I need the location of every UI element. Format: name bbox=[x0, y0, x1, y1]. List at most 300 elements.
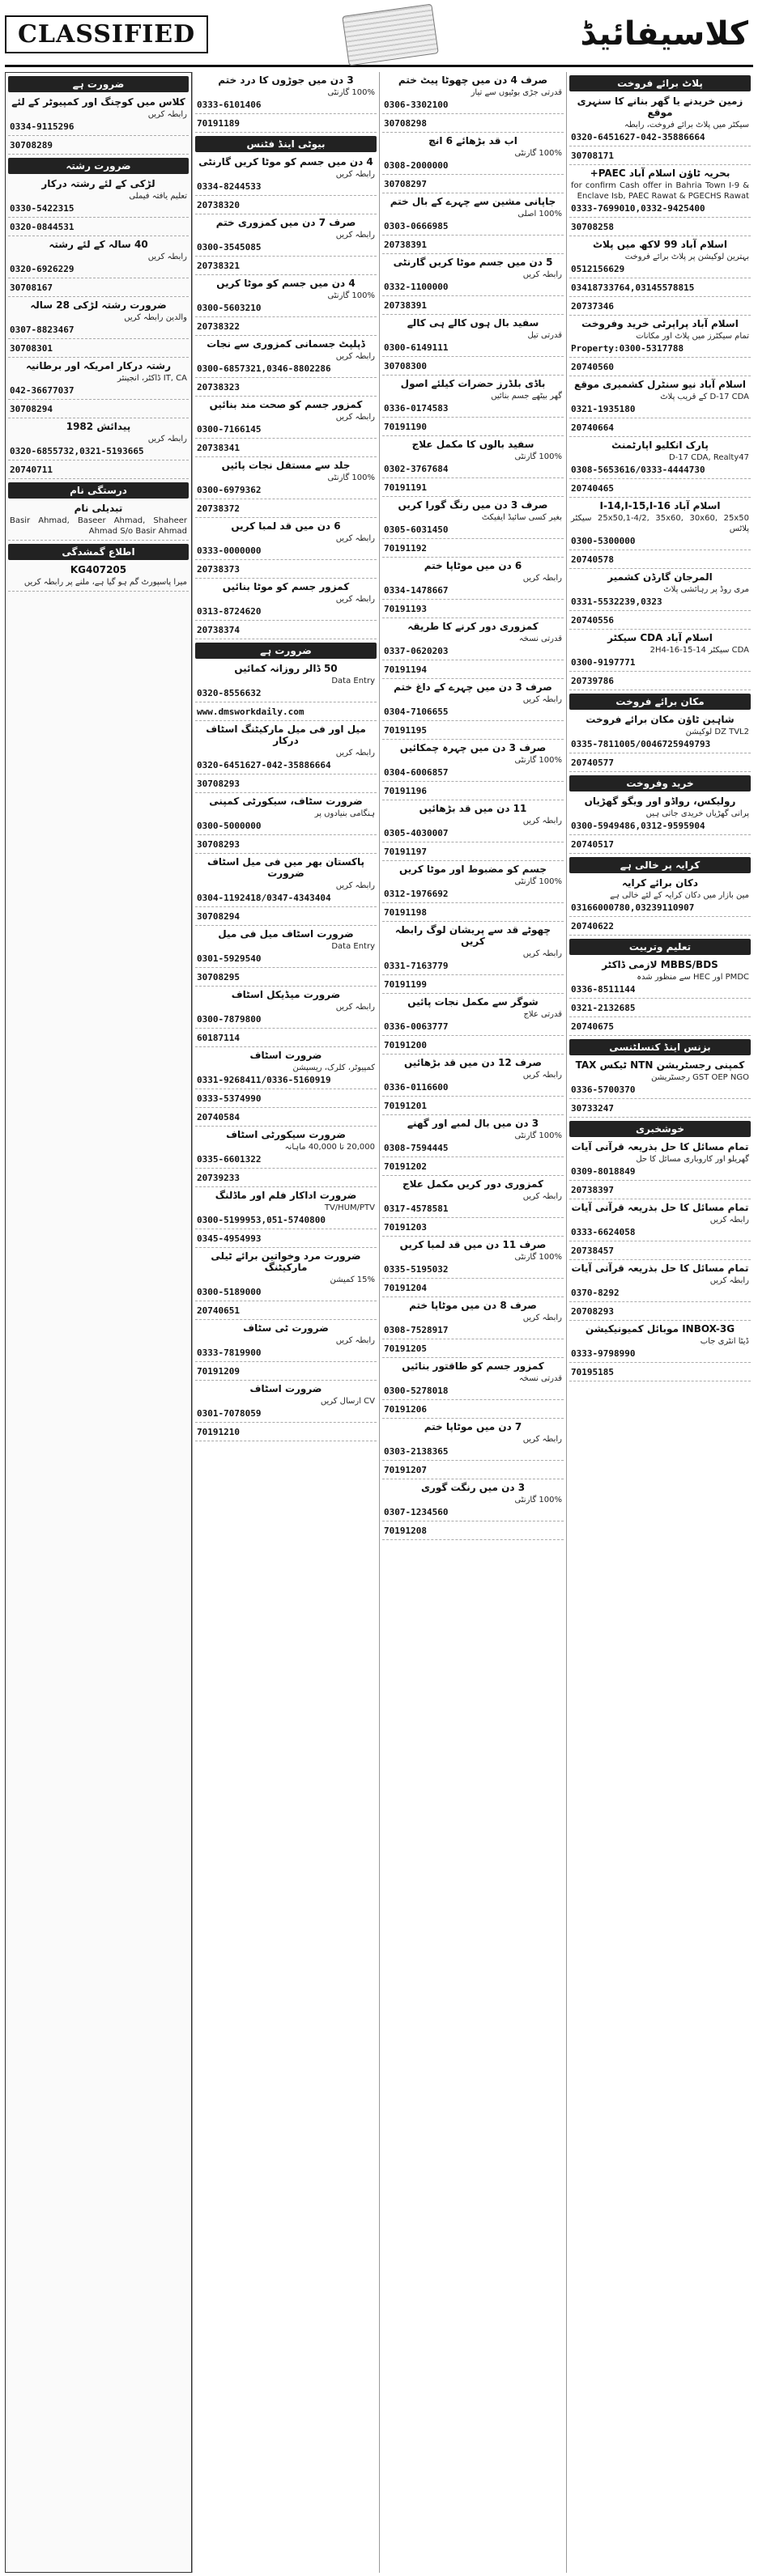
ad-phone: 70191205 bbox=[384, 1343, 427, 1354]
ad-phone: 0333-5374990 bbox=[197, 1093, 262, 1104]
ad-heading: کلاس میں کوچنگ اور کمپیوٹر کے لئے bbox=[11, 96, 185, 108]
ad-phone: 20738397 bbox=[571, 1185, 614, 1195]
ad-heading: اب قد بڑھائے 6 انچ bbox=[428, 135, 517, 146]
classified-ad bbox=[569, 611, 751, 630]
ad-heading: ضرورت میڈیکل اسٹاف bbox=[231, 989, 341, 1000]
classified-ad bbox=[195, 660, 377, 702]
classified-ad bbox=[569, 1321, 751, 1363]
ad-phone: 20740560 bbox=[571, 362, 614, 372]
classified-ad bbox=[382, 842, 564, 861]
ad-phone: 0308-7594445 bbox=[384, 1143, 449, 1153]
classified-ad bbox=[569, 1260, 751, 1302]
ad-phone: 20740711 bbox=[10, 465, 53, 475]
classified-ad bbox=[195, 1089, 377, 1108]
ad-body: رابطہ کریں bbox=[335, 1336, 375, 1345]
classified-ad bbox=[569, 1057, 751, 1099]
ad-heading: 4 دن میں جسم کو موٹا کریں گارنٹی bbox=[198, 156, 373, 168]
classified-ad bbox=[195, 793, 377, 835]
ad-phone: 0333-7699010,0332-9425400 bbox=[571, 203, 705, 214]
ad-phone: 0321-1935180 bbox=[571, 404, 636, 414]
ad-phone: 0304-1192418/0347-4343404 bbox=[197, 893, 331, 903]
ad-phone: 70191204 bbox=[384, 1283, 427, 1293]
ad-phone: 0300-5000000 bbox=[197, 821, 262, 831]
ad-phone: 042-36677037 bbox=[10, 385, 75, 396]
classified-ad bbox=[382, 1237, 564, 1279]
ad-body: میرا پاسپورٹ گم ہو گیا ہے، ملنے پر رابطہ کریں bbox=[23, 578, 187, 587]
ad-phone: 0320-8556632 bbox=[197, 688, 262, 698]
classified-ad bbox=[569, 498, 751, 550]
ad-phone: 20740578 bbox=[571, 554, 614, 565]
ad-heading: اسلام آباد 99 لاکھ میں پلاٹ bbox=[593, 239, 727, 250]
ad-body: 100% اصلی bbox=[517, 210, 562, 219]
ad-body: 100% گارنٹی bbox=[514, 756, 562, 765]
ad-body: 100% گارنٹی bbox=[514, 1253, 562, 1262]
ad-heading: کمزور جسم کو موٹا بنائیں bbox=[222, 581, 350, 592]
classified-ad bbox=[382, 740, 564, 782]
classified-ad bbox=[195, 439, 377, 457]
classified-ad bbox=[382, 436, 564, 478]
masthead bbox=[5, 3, 753, 67]
ad-body: 15% کمیشن bbox=[330, 1275, 375, 1284]
classified-ad bbox=[382, 1176, 564, 1218]
ad-heading: صرف 4 دن میں چھوٹا پیٹ ختم bbox=[398, 74, 548, 86]
classified-ad bbox=[195, 721, 377, 774]
ad-phone: 0335-6601322 bbox=[197, 1154, 262, 1165]
ad-phone: 20740675 bbox=[571, 1021, 614, 1032]
ad-phone: 0336-0063777 bbox=[384, 1021, 449, 1032]
ad-heading: صرف 3 دن میں چہرے کے داغ ختم bbox=[394, 681, 552, 693]
classified-ad bbox=[195, 926, 377, 968]
classified-ad bbox=[382, 1297, 564, 1339]
classified-ad bbox=[569, 630, 751, 672]
ad-phone: 0307-1234560 bbox=[384, 1507, 449, 1517]
ad-phone: 30708171 bbox=[571, 151, 614, 161]
newspaper-icon bbox=[342, 4, 439, 66]
column-1 bbox=[566, 72, 753, 2573]
ad-phone: 70191193 bbox=[384, 604, 427, 614]
ad-phone: 0336-0174583 bbox=[384, 403, 449, 414]
column-2 bbox=[379, 72, 566, 2573]
ad-body: قدرتی تیل bbox=[527, 331, 562, 340]
ad-phone: 0345-4954993 bbox=[197, 1233, 262, 1244]
ad-phone: 0302-3767684 bbox=[384, 464, 449, 474]
ad-body: Basir Ahmad, Baseer Ahmad, Shaheer Ahmad S/o Basir Ahmad bbox=[10, 516, 187, 536]
ad-phone: 20738457 bbox=[571, 1246, 614, 1256]
ad-body: 100% گارنٹی bbox=[327, 291, 375, 300]
ad-phone: 0336-0116600 bbox=[384, 1082, 449, 1093]
classified-ad bbox=[382, 175, 564, 193]
ad-heading: دکان برائے کرایہ bbox=[622, 877, 698, 889]
ad-phone: 30708297 bbox=[384, 179, 427, 189]
ad-body: رابطہ کریں bbox=[335, 170, 375, 179]
ad-heading: اسلام آباد پراپرٹی خرید وفروخت bbox=[581, 318, 739, 329]
classified-ad bbox=[382, 1419, 564, 1461]
ad-phone: 70191210 bbox=[197, 1427, 240, 1437]
ad-phone: 30708293 bbox=[197, 839, 240, 850]
ad-phone: 0303-2138365 bbox=[384, 1446, 449, 1457]
classified-ad bbox=[569, 297, 751, 316]
classified-ad bbox=[382, 800, 564, 842]
section-header: خرید وفروخت bbox=[569, 775, 751, 791]
ad-heading: 50 ڈالر روزانہ کمائیں bbox=[234, 663, 338, 674]
ad-body: ڈیٹا انٹری جاب bbox=[700, 1337, 749, 1346]
classified-ad bbox=[382, 236, 564, 254]
ad-heading: تمام مسائل کا حل بذریعہ قرآنی آیات bbox=[571, 1141, 749, 1152]
ad-phone: Property:0300-5317788 bbox=[571, 343, 684, 354]
ad-heading: باڈی بلڈرز حضرات کیلئے اصول bbox=[400, 378, 546, 389]
ad-heading: 40 سالہ کے لئے رشتہ bbox=[49, 239, 148, 250]
ad-heading: ضرورت رشتہ لڑکی 28 سالہ bbox=[30, 299, 167, 311]
ad-body: 100% گارنٹی bbox=[514, 1496, 562, 1504]
ad-phone: 30708167 bbox=[10, 282, 53, 293]
ad-body: مری روڈ پر رہائشی پلاٹ bbox=[663, 585, 749, 594]
classified-ad bbox=[382, 903, 564, 922]
ad-phone: 20738391 bbox=[384, 300, 427, 311]
ad-body: D-17 CDA, Realty47 bbox=[668, 453, 749, 462]
ad-heading: ڈپلپٹ جسمانی کمزوری سے نجات bbox=[207, 338, 365, 350]
ad-body: CDA سیکٹر 2H4-16-15-14 bbox=[649, 646, 749, 655]
ad-phone: 20740664 bbox=[571, 422, 614, 433]
ad-body: رابطہ کریں bbox=[709, 1276, 749, 1285]
ad-body: قدرتی جڑی بوٹیوں سے تیار bbox=[471, 88, 562, 97]
ad-phone: 0301-5929540 bbox=[197, 953, 262, 964]
ad-phone: 70191207 bbox=[384, 1465, 427, 1475]
ad-body: بہترین لوکیشن پر پلاٹ برائے فروخت bbox=[624, 253, 749, 261]
classified-ad bbox=[8, 136, 189, 155]
ad-phone: 0300-5949486,0312-9595904 bbox=[571, 821, 705, 831]
classified-ad bbox=[195, 336, 377, 378]
classified-ad bbox=[382, 478, 564, 497]
ad-phone: 0306-3302100 bbox=[384, 100, 449, 110]
classified-ad bbox=[569, 146, 751, 165]
ad-heading: 5 دن میں جسم موٹا کریں گارنٹی bbox=[393, 257, 553, 268]
classified-ad bbox=[195, 579, 377, 621]
classified-ad bbox=[382, 133, 564, 175]
classified-ad bbox=[195, 317, 377, 336]
ad-phone: 03166000780,03239110907 bbox=[571, 902, 695, 913]
classified-ad bbox=[382, 1279, 564, 1297]
ad-heading: MBBS/BDS لازمی ڈاکٹر bbox=[602, 959, 718, 970]
ad-phone: 0309-8018849 bbox=[571, 1166, 636, 1177]
ad-phone: 20738372 bbox=[197, 503, 240, 514]
classified-ad bbox=[8, 278, 189, 297]
ad-heading: ضرورت اسٹاف میل فی میل bbox=[218, 928, 354, 940]
classified-ad bbox=[569, 917, 751, 936]
ad-phone: 0330-5422315 bbox=[10, 203, 75, 214]
masthead-title-en: CLASSIFIED bbox=[5, 15, 208, 53]
ad-heading: تمام مسائل کا حل بذریعہ قرآنی آیات bbox=[571, 1202, 749, 1213]
classified-ad bbox=[569, 1017, 751, 1036]
classified-ad bbox=[195, 72, 377, 114]
ad-phone: 30708300 bbox=[384, 361, 427, 371]
classified-ad bbox=[195, 1169, 377, 1187]
ad-heading: پارک انکلیو اپارٹمنٹ bbox=[611, 439, 709, 451]
ad-heading: ضرورت اسٹاف bbox=[249, 1383, 322, 1394]
ad-body: رابطہ کریں bbox=[522, 1435, 562, 1444]
ad-phone: 0305-4030007 bbox=[384, 828, 449, 838]
ad-body: مین بازار میں دکان کرایہ کے لئے خالی ہے bbox=[610, 891, 749, 900]
classified-ad bbox=[569, 1139, 751, 1181]
classified-ad bbox=[569, 1181, 751, 1199]
ad-phone: 20738321 bbox=[197, 261, 240, 271]
ad-phone: 0335-7811005/0046725949793 bbox=[571, 739, 711, 749]
ad-phone: 20737346 bbox=[571, 301, 614, 312]
classified-ad bbox=[569, 875, 751, 917]
ad-heading: شوگر سے مکمل نجات پائیں bbox=[407, 996, 539, 1008]
section-header: ضرورت ہے bbox=[8, 76, 189, 92]
ad-phone: 0300-6857321,0346-8802286 bbox=[197, 363, 331, 374]
ad-body: پرانی گھڑیاں خریدی جاتی ہیں bbox=[645, 809, 749, 818]
classified-ad bbox=[382, 193, 564, 236]
classified-ad bbox=[8, 218, 189, 236]
ad-phone: 0333-6101406 bbox=[197, 100, 262, 110]
classified-ad bbox=[382, 1400, 564, 1419]
classified-ad bbox=[382, 1055, 564, 1097]
classified-ad bbox=[569, 278, 751, 297]
ad-body: رابطہ کریں bbox=[522, 817, 562, 825]
ad-phone: 20738374 bbox=[197, 625, 240, 635]
ad-body: PMDC اور HEC سے منظور شدہ bbox=[637, 973, 749, 982]
ad-heading: میل اور فی میل مارکیٹنگ اسٹاف درکار bbox=[206, 724, 366, 746]
classified-ad bbox=[382, 114, 564, 133]
ad-phone: 0307-8823467 bbox=[10, 325, 75, 335]
classified-ad bbox=[8, 236, 189, 278]
ad-phone: 30708295 bbox=[197, 972, 240, 982]
column-4 bbox=[5, 72, 192, 2573]
classified-ad bbox=[382, 660, 564, 679]
ad-phone: 30708301 bbox=[10, 343, 53, 354]
classified-ad bbox=[195, 457, 377, 499]
classified-ad bbox=[382, 618, 564, 660]
classified-ad bbox=[195, 1320, 377, 1362]
ad-body: رابطہ کریں bbox=[522, 1313, 562, 1322]
ad-heading: ضرورت اداکار فلم اور ماڈلنگ bbox=[215, 1190, 357, 1201]
classified-ad bbox=[382, 539, 564, 558]
classified-ad bbox=[382, 497, 564, 539]
ad-body: رابطہ کریں bbox=[522, 1192, 562, 1201]
section-header: اطلاع گمشدگی bbox=[8, 544, 189, 560]
ad-body: رابطہ کریں bbox=[147, 110, 187, 119]
classified-ad bbox=[195, 154, 377, 196]
ad-heading: ضرورت مرد وخواتین برائے ٹیلی مارکیٹنگ bbox=[211, 1250, 361, 1273]
classified-ad bbox=[569, 1363, 751, 1381]
classified-ad bbox=[382, 1115, 564, 1157]
ad-heading: صرف 12 دن میں قد بڑھائیں bbox=[404, 1057, 542, 1068]
ad-body: گھریلو اور کاروباری مسائل کا حل bbox=[636, 1155, 749, 1164]
columns bbox=[5, 72, 753, 2573]
ad-heading: اسلام آباد CDA سیکٹر bbox=[607, 632, 713, 643]
masthead-title-ur: کلاسیفائیڈ bbox=[580, 15, 748, 53]
ad-body: CV ارسال کریں bbox=[320, 1397, 375, 1406]
classified-ad bbox=[569, 479, 751, 498]
ad-phone: 30708294 bbox=[10, 404, 53, 414]
ad-phone: 0320-0844531 bbox=[10, 222, 75, 232]
ad-phone: 30708294 bbox=[197, 911, 240, 922]
ad-body: 100% گارنٹی bbox=[514, 1131, 562, 1140]
ad-heading: صرف 11 دن میں قد لمبا کریں bbox=[399, 1239, 547, 1250]
ad-body: والدین رابطہ کریں bbox=[124, 313, 187, 322]
classified-ad bbox=[569, 999, 751, 1017]
ad-heading: ضرورت اسٹاف bbox=[249, 1050, 322, 1061]
ad-phone: 70191194 bbox=[384, 664, 427, 675]
ad-body: تعلیم یافتہ فیملی bbox=[129, 192, 187, 201]
ad-phone: 0320-6451627-042-35886664 bbox=[571, 132, 705, 142]
classified-ad bbox=[8, 94, 189, 136]
ad-phone: 0320-6926229 bbox=[10, 264, 75, 274]
ad-body: DZ TVL2 لوکیشن bbox=[685, 728, 749, 736]
classified-ad bbox=[195, 499, 377, 518]
ad-heading: ضرورت سیکورٹی اسٹاف bbox=[226, 1129, 346, 1140]
classified-ad bbox=[382, 782, 564, 800]
ad-body: رابطہ کریں bbox=[522, 949, 562, 958]
ad-heading: 7 دن میں موٹاپا ختم bbox=[424, 1421, 522, 1432]
section-header: کرایہ پر خالی ہے bbox=[569, 857, 751, 873]
ad-body: کمپیوٹر، کلرک، ریسپشن bbox=[292, 1063, 375, 1072]
ad-heading: 6 دن میں قد لمبا کریں bbox=[231, 520, 341, 532]
ad-phone: 0333-0000000 bbox=[197, 545, 262, 556]
ad-phone: 60187114 bbox=[197, 1033, 240, 1043]
classified-ad bbox=[382, 1036, 564, 1055]
ad-body: 20,000 تا 40,000 ماہانہ bbox=[284, 1143, 375, 1152]
classified-ad bbox=[569, 316, 751, 358]
ad-phone: 0512156629 bbox=[571, 264, 625, 274]
ad-phone: 0300-5278018 bbox=[384, 1386, 449, 1396]
ad-phone: 0300-6979362 bbox=[197, 485, 262, 495]
ad-phone: 0333-6624058 bbox=[571, 1227, 636, 1237]
ad-body: قدرتی نسخہ bbox=[518, 634, 562, 643]
ad-body: رابطہ کریں bbox=[335, 413, 375, 422]
ad-phone: 0335-5195032 bbox=[384, 1264, 449, 1275]
ad-phone: 0332-1100000 bbox=[384, 282, 449, 292]
classified-ad bbox=[569, 165, 751, 218]
ad-body: سیکٹر میں پلاٹ برائے فروخت، رابطہ bbox=[624, 121, 749, 129]
ad-body: رابطہ کریں bbox=[522, 574, 562, 583]
ad-phone: 0331-9268411/0336-5160919 bbox=[197, 1075, 331, 1085]
classified-ad bbox=[569, 1302, 751, 1321]
classified-ad bbox=[8, 500, 189, 541]
ad-heading: رشتہ درکار امریکہ اور برطانیہ bbox=[25, 360, 172, 371]
classified-ad bbox=[195, 1229, 377, 1248]
ad-phone: 0304-6006857 bbox=[384, 767, 449, 778]
classified-ad bbox=[569, 835, 751, 854]
classified-ad bbox=[569, 1241, 751, 1260]
classified-ad bbox=[569, 418, 751, 437]
section-header: ضرورت ہے bbox=[195, 643, 377, 659]
ad-phone: 0317-4578581 bbox=[384, 1203, 449, 1214]
classified-ad bbox=[8, 400, 189, 418]
ad-phone: 0331-7163779 bbox=[384, 961, 449, 971]
ad-phone: 70191190 bbox=[384, 422, 427, 432]
ad-heading: 3 دن میں رنگت گوری bbox=[420, 1482, 526, 1493]
classified-ad bbox=[382, 1521, 564, 1540]
section-header: بزنس اینڈ کنسلٹنسی bbox=[569, 1039, 751, 1055]
ad-phone: 20738373 bbox=[197, 564, 240, 575]
ad-heading: سفید بال ہوں کالے ہی کالے bbox=[407, 317, 539, 329]
ad-phone: 20739233 bbox=[197, 1173, 240, 1183]
classified-ad bbox=[569, 1199, 751, 1241]
classified-ad bbox=[569, 358, 751, 376]
ad-phone: 70191189 bbox=[197, 118, 240, 129]
classified-ad bbox=[382, 975, 564, 994]
ad-body: بغیر کسی سائیڈ ایفیکٹ bbox=[481, 513, 562, 522]
ad-body: رابطہ کریں bbox=[335, 749, 375, 758]
ad-phone: 20738323 bbox=[197, 382, 240, 393]
ad-body: رابطہ کریں bbox=[335, 1003, 375, 1012]
classified-ad bbox=[569, 672, 751, 690]
ad-phone: 20740465 bbox=[571, 483, 614, 494]
ad-heading: زمین خریدنے یا گھر بنانے کا سنہری موقع bbox=[577, 95, 743, 118]
column-3 bbox=[192, 72, 379, 2573]
ad-phone: 70191208 bbox=[384, 1526, 427, 1536]
classified-ad bbox=[382, 1479, 564, 1521]
classified-ad bbox=[195, 378, 377, 397]
classified-ad bbox=[195, 1423, 377, 1441]
classified-ad bbox=[195, 1381, 377, 1423]
classified-ad bbox=[382, 315, 564, 357]
ad-heading: جلد سے مستقل نجات پائیں bbox=[221, 460, 351, 471]
ad-phone: 20740584 bbox=[197, 1112, 240, 1122]
ad-phone: 0300-6149111 bbox=[384, 342, 449, 353]
ad-phone: 30708289 bbox=[10, 140, 53, 151]
ad-phone: 0336-5700370 bbox=[571, 1084, 636, 1095]
section-header: ضرورت رشتہ bbox=[8, 158, 189, 174]
ad-body: Data Entry bbox=[331, 942, 375, 951]
classified-ad bbox=[569, 376, 751, 418]
ad-phone: 70191199 bbox=[384, 979, 427, 990]
classified-ad bbox=[195, 621, 377, 639]
ad-phone: 70191195 bbox=[384, 725, 427, 736]
ad-heading: اسلام آباد I-14,I-15,I-16 bbox=[599, 500, 721, 511]
classified-ad bbox=[195, 114, 377, 133]
ad-heading: ضرورت سٹاف، سیکورٹی کمپنی bbox=[209, 796, 363, 807]
ad-phone: 20708293 bbox=[571, 1306, 614, 1317]
ad-phone: 20740517 bbox=[571, 839, 614, 850]
ad-phone: 0308-2000000 bbox=[384, 160, 449, 171]
ad-phone: 70191203 bbox=[384, 1222, 427, 1233]
ad-phone: 0300-9197771 bbox=[571, 657, 636, 668]
ad-phone: 0370-8292 bbox=[571, 1288, 620, 1298]
ad-heading: پاکستان بھر میں فی میل اسٹاف ضرورت bbox=[207, 856, 365, 879]
ad-heading: کمزور جسم کو صحت مند بنائیں bbox=[209, 399, 363, 410]
classified-ad bbox=[195, 1029, 377, 1047]
ad-phone: 20738322 bbox=[197, 321, 240, 332]
ad-heading: تبدیلی نام bbox=[74, 503, 123, 514]
ad-phone: 20738320 bbox=[197, 200, 240, 210]
ad-phone: 30708298 bbox=[384, 118, 427, 129]
ad-phone: 0300-5300000 bbox=[571, 536, 636, 546]
classified-ad bbox=[195, 1187, 377, 1229]
ad-phone: 0300-5199953,051-5740800 bbox=[197, 1215, 326, 1225]
classified-ad bbox=[569, 1099, 751, 1118]
ad-phone: 0320-6451627-042-35886664 bbox=[197, 760, 331, 770]
classified-ad bbox=[195, 1047, 377, 1089]
classified-ad bbox=[195, 774, 377, 793]
ad-heading: 3 دن میں جوڑوں کا درد ختم bbox=[218, 74, 354, 86]
classified-ad bbox=[569, 569, 751, 611]
classified-ad bbox=[195, 907, 377, 926]
ad-heading: INBOX-3G موبائل کمیونیکیشن bbox=[585, 1323, 735, 1335]
classified-ad bbox=[195, 275, 377, 317]
ad-heading: صرف 8 دن میں موٹاپا ختم bbox=[409, 1300, 537, 1311]
ad-body: رابطہ کریں bbox=[709, 1216, 749, 1224]
ad-heading: صرف 3 دن میں رنگ گورا کریں bbox=[398, 499, 548, 511]
ad-body: رابطہ کریں bbox=[147, 435, 187, 443]
ad-phone: 0334-9115296 bbox=[10, 121, 75, 132]
classified-ad bbox=[382, 558, 564, 600]
classified-ad bbox=[8, 339, 189, 358]
ad-phone: 70191201 bbox=[384, 1101, 427, 1111]
classified-ad bbox=[382, 1461, 564, 1479]
